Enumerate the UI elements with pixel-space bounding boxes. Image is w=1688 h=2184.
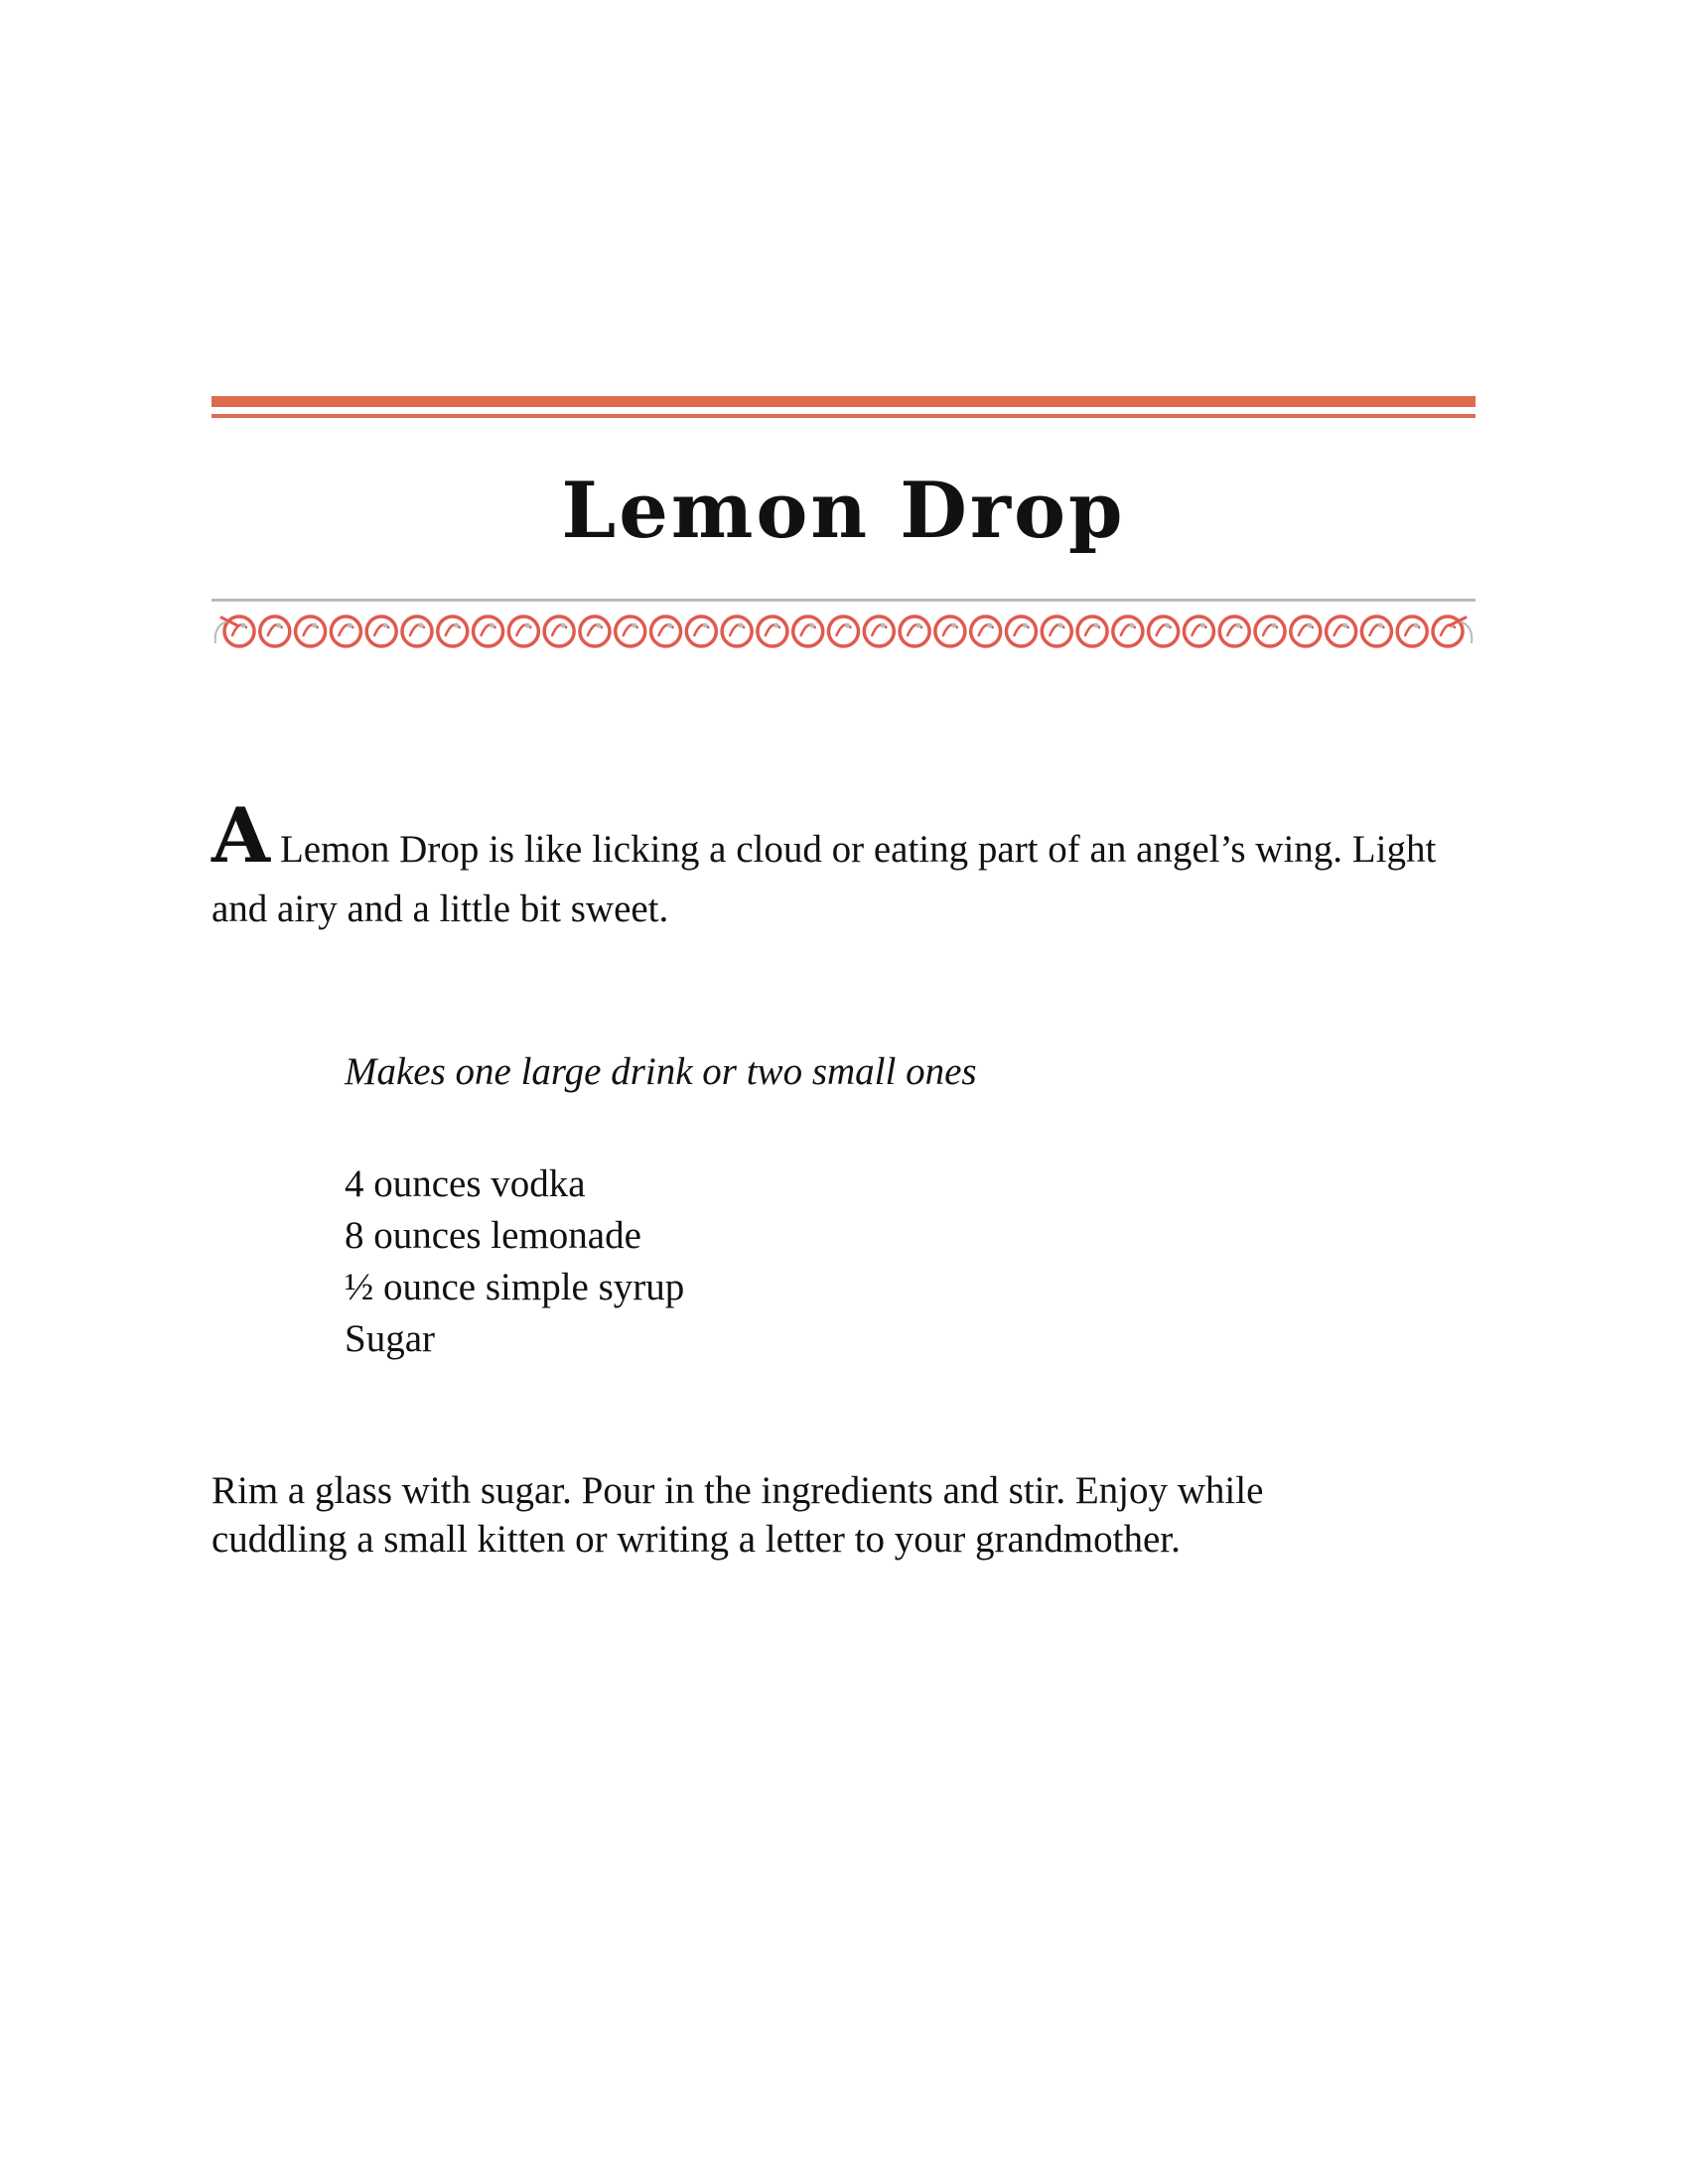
ornament-top-line bbox=[211, 599, 1476, 602]
drop-cap: A bbox=[211, 791, 270, 880]
recipe-directions: Rim a glass with sugar. Pour in the ingredients and stir. Enjoy while cuddling a small kitten or writing a letter to your grandmother. bbox=[211, 1469, 1264, 1561]
ingredient-item: ½ ounce simple syrup bbox=[345, 1266, 685, 1308]
intro-text: Lemon Drop is like licking a cloud or eating part of an angel’s wing. Light and airy and a little bit sweet. bbox=[211, 828, 1437, 930]
intro-paragraph bbox=[211, 791, 1492, 939]
header-rule-thick bbox=[211, 396, 1476, 407]
ingredient-list bbox=[345, 1159, 684, 1365]
ingredient-item: 4 ounces vodka bbox=[345, 1162, 586, 1205]
header-rule-thin bbox=[211, 414, 1476, 418]
ingredient-item: 8 ounces lemonade bbox=[345, 1214, 641, 1257]
page-title: Lemon Drop bbox=[561, 466, 1126, 556]
ingredient-item: Sugar bbox=[345, 1317, 435, 1360]
recipe-yield: Makes one large drink or two small ones bbox=[345, 1050, 977, 1093]
scroll-border-icon bbox=[211, 604, 1476, 651]
